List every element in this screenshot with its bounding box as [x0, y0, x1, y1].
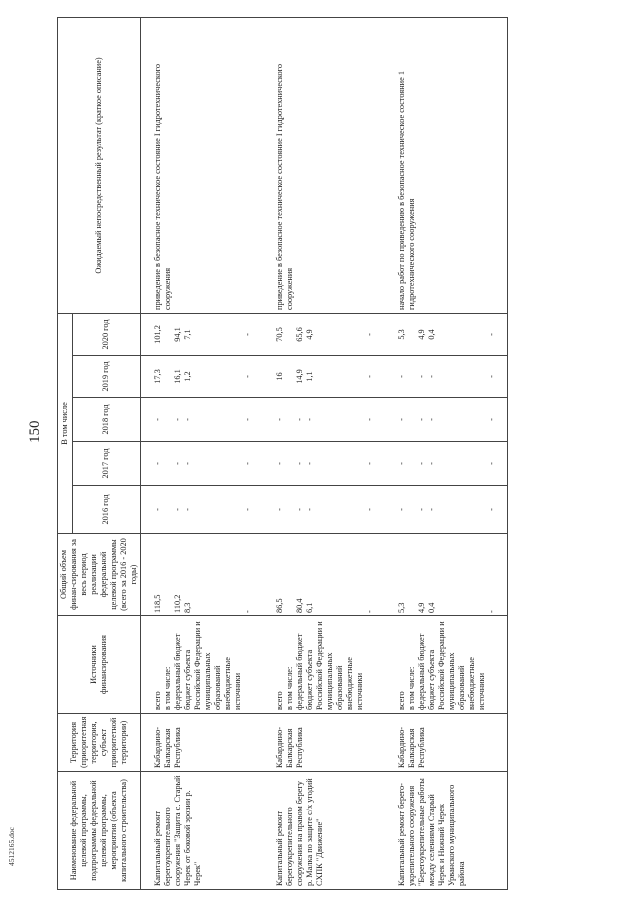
territory: Кабардино-Балкарская Республика	[385, 714, 508, 772]
value-cell: 14,9	[295, 369, 304, 384]
value-cell: -	[365, 462, 374, 465]
value-cell: -	[427, 375, 436, 378]
source-label: в том числе:	[407, 666, 416, 710]
value-cell: -	[427, 462, 436, 465]
source-label: всего	[397, 691, 406, 710]
value-cell: 0,4	[427, 602, 436, 613]
value-cell: 4,9	[417, 329, 426, 340]
value-cell: -	[183, 508, 192, 511]
value-cell: 5,3	[397, 602, 406, 613]
header-total: Общий объем финан-сирования за весь период реализации федеральной целевой программы (всего за 2016 - 2020 годы)	[58, 534, 141, 616]
header-year-2020: 2020 год	[72, 313, 140, 355]
measure-name: Капитальный ремонт берегоукрепительного сооружения "Защита с. Старый Черек от боковой эрозии р. Черек"	[141, 772, 264, 890]
value-cell: -	[487, 418, 496, 421]
value-cell: -	[417, 375, 426, 378]
value-cell: -	[305, 418, 314, 421]
header-year-2017: 2017 год	[72, 442, 140, 486]
value-cell: -	[295, 508, 304, 511]
year-amount-2020	[263, 313, 385, 355]
value-cell: 1,1	[305, 371, 314, 382]
value-cell: -	[173, 418, 182, 421]
year-amount-2016	[385, 486, 508, 534]
value-cell: -	[397, 418, 406, 421]
value-cell: -	[275, 418, 284, 421]
value-cell: -	[487, 610, 496, 613]
value-cell: -	[153, 418, 162, 421]
financing-sources	[263, 616, 385, 714]
measure-name: Капитальный ремонт берего-укрепительного сооружения "Берегоукрепительные работы между селениями Старый Черек и Нижний Черек Урванского муниципального района	[385, 772, 508, 890]
value-cell: 16,1	[173, 369, 182, 384]
territory: Кабардино-Балкарская Республика	[263, 714, 385, 772]
year-amount-2020	[141, 313, 264, 355]
year-amount-2019	[385, 356, 508, 398]
source-label: федеральный бюджет	[417, 633, 426, 710]
value-cell: -	[487, 462, 496, 465]
value-cell: -	[397, 462, 406, 465]
year-amount-2017	[263, 442, 385, 486]
value-cell: 70,5	[275, 327, 284, 342]
source-label: бюджет субъекта Российской Федерации и муниципальных образований	[305, 621, 344, 710]
header-including: В том числе	[58, 313, 73, 533]
value-cell: -	[487, 333, 496, 336]
value-cell: -	[295, 462, 304, 465]
value-cell: -	[397, 375, 406, 378]
total-amount	[141, 534, 264, 616]
financing-sources	[385, 616, 508, 714]
year-amount-2017	[385, 442, 508, 486]
value-cell: -	[173, 462, 182, 465]
value-cell: 17,3	[153, 369, 162, 384]
value-cell: -	[427, 418, 436, 421]
source-label: в том числе:	[285, 666, 294, 710]
value-cell: -	[153, 508, 162, 511]
value-cell: -	[365, 333, 374, 336]
year-amount-2019	[263, 356, 385, 398]
territory: Кабардино-Балкарская Республика	[141, 714, 264, 772]
year-amount-2016	[263, 486, 385, 534]
value-cell: -	[275, 462, 284, 465]
value-cell: -	[365, 508, 374, 511]
header-territory: Территория (приоритетная территория, субъект приоритетной территории)	[58, 714, 141, 772]
table-row	[263, 17, 385, 889]
value-cell: -	[183, 462, 192, 465]
source-label: бюджет субъекта Российской Федерации и муниципальных образований	[427, 621, 466, 710]
value-cell: 8,3	[183, 602, 192, 613]
value-cell: -	[365, 418, 374, 421]
source-label: всего	[275, 691, 284, 710]
source-label: федеральный бюджет	[173, 633, 182, 710]
measure-name: Капитальный ремонт берегоукрепительного сооружения на правом берегу р. Малка по защите с/х угодий СХПК "Движение"	[263, 772, 385, 890]
value-cell: -	[417, 462, 426, 465]
source-label: всего	[153, 691, 162, 710]
value-cell: -	[295, 418, 304, 421]
value-cell: 94,1	[173, 327, 182, 342]
source-label: в том числе:	[163, 666, 172, 710]
year-amount-2016	[141, 486, 264, 534]
value-cell: 110,2	[173, 594, 182, 613]
value-cell: -	[487, 508, 496, 511]
expected-result: начало работ по приведению в безопасное техническое состояние 1 гидротехнического сооружения	[385, 17, 508, 313]
value-cell: 65,6	[295, 327, 304, 342]
table-row	[141, 17, 264, 889]
header-result: Ожидаемый непосредственный результат (краткое описание)	[58, 17, 141, 313]
value-cell: -	[417, 508, 426, 511]
header-name: Наименование федеральной целевой программы, подпрограммы федеральной целевой программы, мероприятия (объекта капитального строительства)	[58, 772, 141, 890]
value-cell: 118,5	[153, 594, 162, 613]
expected-result: приведение в безопасное техническое состояние I гидротехнического сооружения	[263, 17, 385, 313]
footer-document-code: 4512165.doc	[7, 827, 16, 866]
table-body	[141, 17, 508, 889]
value-cell: -	[427, 508, 436, 511]
year-amount-2019	[141, 356, 264, 398]
header-year-2016: 2016 год	[72, 486, 140, 534]
year-amount-2020	[385, 313, 508, 355]
source-label: федеральный бюджет	[295, 633, 304, 710]
header-year-2019: 2019 год	[72, 356, 140, 398]
financing-table	[57, 17, 508, 890]
value-cell: -	[243, 508, 252, 511]
table-row	[385, 17, 508, 889]
rotated-table-container	[57, 18, 496, 890]
value-cell: 16	[275, 372, 284, 381]
value-cell: -	[397, 508, 406, 511]
total-amount	[263, 534, 385, 616]
value-cell: -	[275, 508, 284, 511]
value-cell: -	[243, 333, 252, 336]
value-cell: 4,9	[417, 602, 426, 613]
value-cell: -	[243, 418, 252, 421]
year-amount-2018	[141, 398, 264, 442]
value-cell: 5,3	[397, 329, 406, 340]
value-cell: 0,4	[427, 329, 436, 340]
value-cell: -	[243, 375, 252, 378]
total-amount	[385, 534, 508, 616]
value-cell: -	[173, 508, 182, 511]
source-label: внебюджетные источники	[345, 657, 364, 710]
value-cell: -	[365, 375, 374, 378]
value-cell: -	[417, 418, 426, 421]
value-cell: 4,9	[305, 329, 314, 340]
value-cell: 1,2	[183, 371, 192, 382]
value-cell: -	[365, 610, 374, 613]
value-cell: -	[243, 610, 252, 613]
header-sources: Источники финансирования	[58, 616, 141, 714]
value-cell: -	[183, 418, 192, 421]
value-cell: 7,1	[183, 329, 192, 340]
source-label: внебюджетные источники	[223, 657, 242, 710]
value-cell: -	[243, 462, 252, 465]
header-year-2018: 2018 год	[72, 398, 140, 442]
financing-sources	[141, 616, 264, 714]
value-cell: -	[305, 508, 314, 511]
value-cell: -	[153, 462, 162, 465]
year-amount-2018	[263, 398, 385, 442]
value-cell: 6,1	[305, 602, 314, 613]
value-cell: -	[487, 375, 496, 378]
value-cell: 101,2	[153, 325, 162, 344]
year-amount-2018	[385, 398, 508, 442]
value-cell: 86,5	[275, 598, 284, 613]
year-amount-2017	[141, 442, 264, 486]
source-label: внебюджетные источники	[467, 657, 486, 710]
source-label: бюджет субъекта Российской Федерации и муниципальных образований	[183, 621, 222, 710]
page-number: 150	[27, 420, 43, 443]
value-cell: -	[305, 462, 314, 465]
expected-result: приведение в безопасное техническое состояние I гидротехнического сооружения	[141, 17, 264, 313]
value-cell: 80,4	[295, 598, 304, 613]
